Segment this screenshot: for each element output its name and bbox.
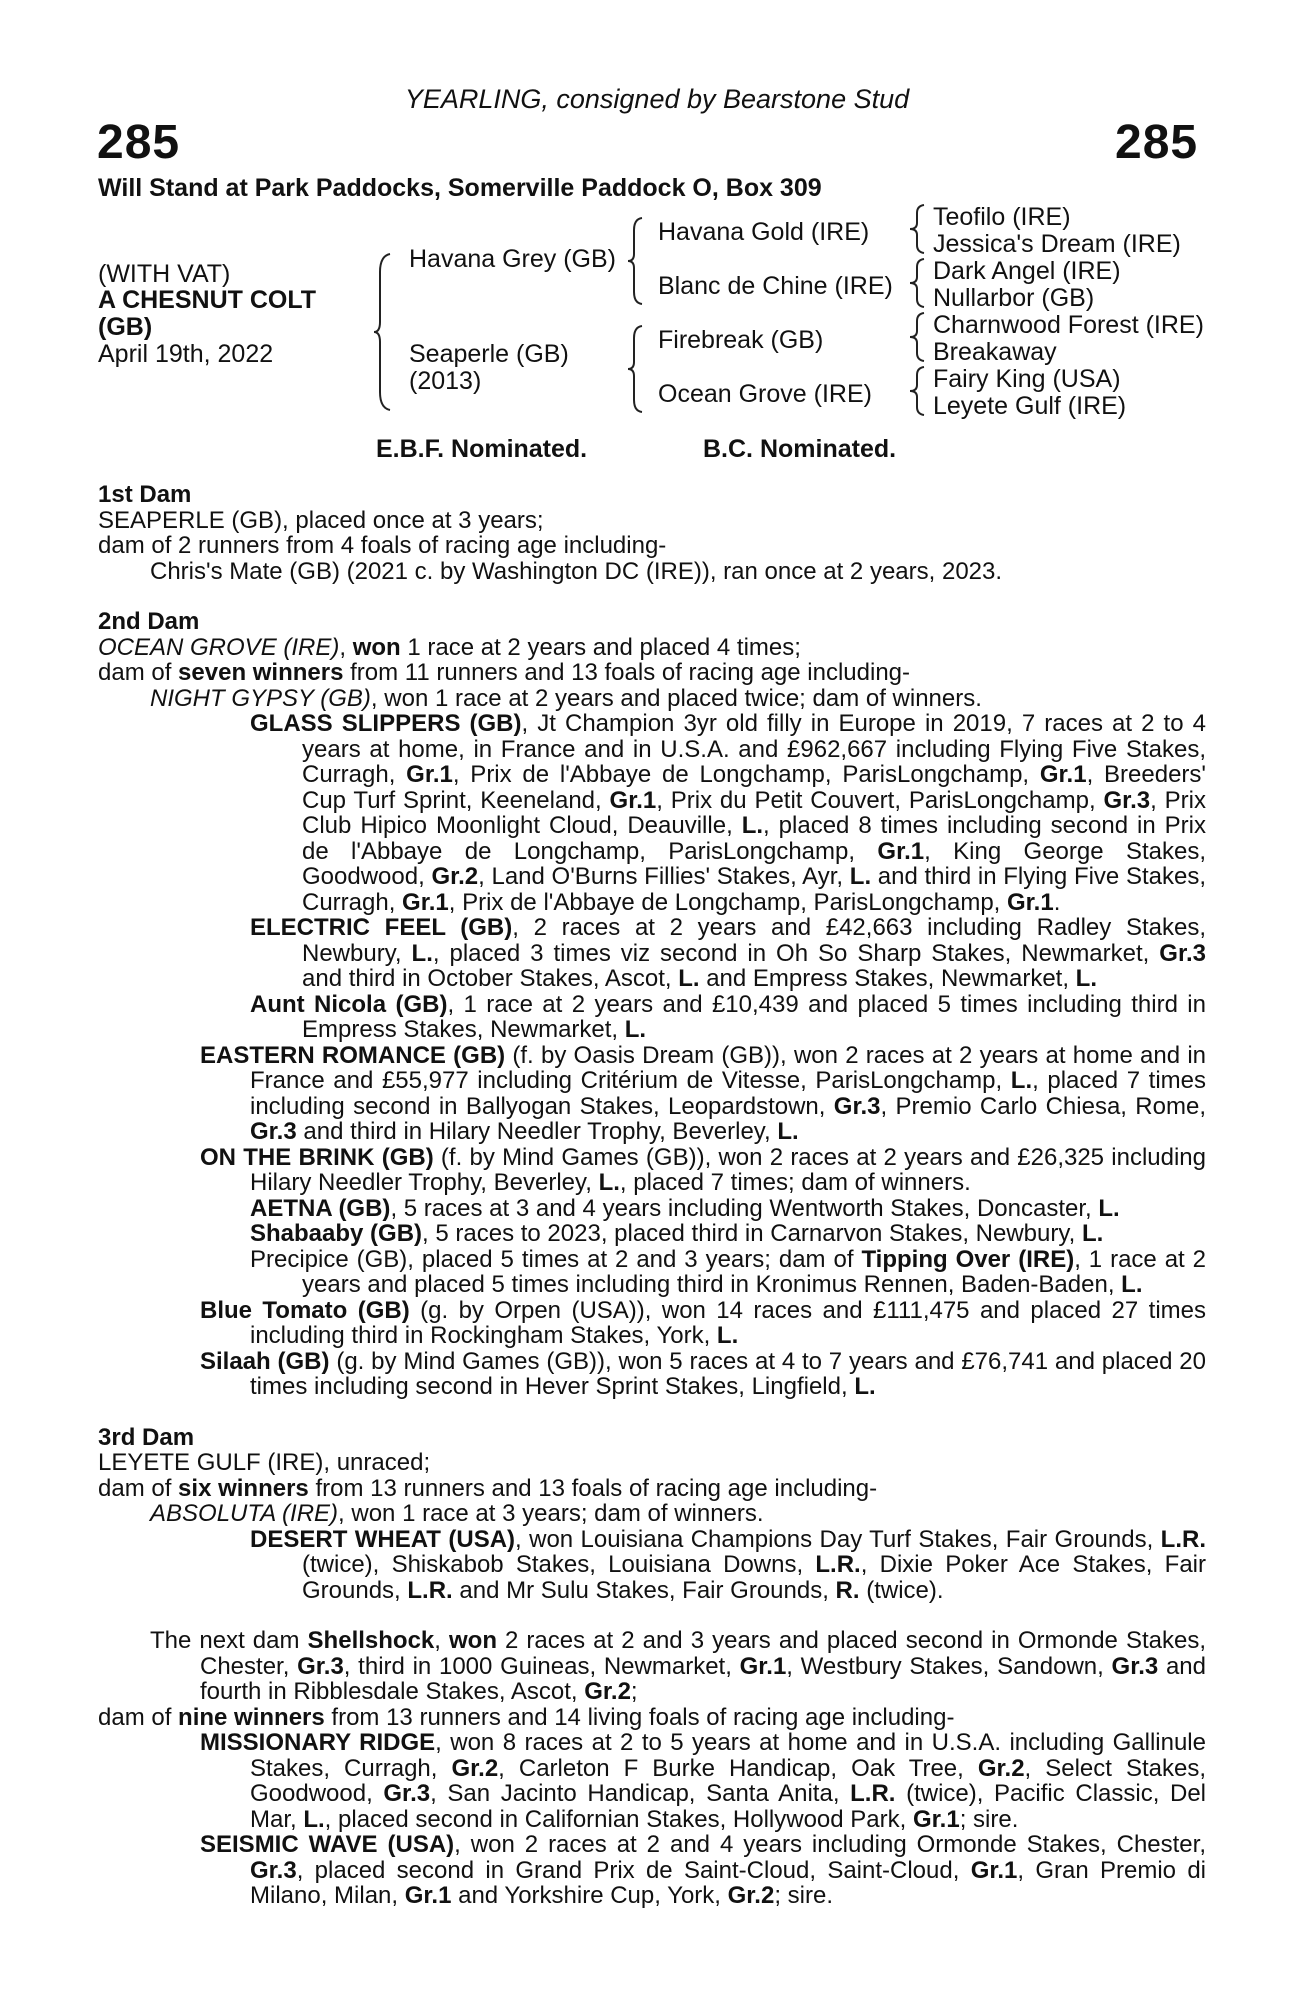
g3-ancestor-8: Leyete Gulf (IRE) bbox=[933, 392, 1127, 420]
on-the-brink-entry: ON THE BRINK (GB) (f. by Mind Games (GB)), won 2 races at 2 years and £26,325 including Hilary Needler Trophy, Beverley, L., placed 7 times; dam of winners. bbox=[200, 1143, 1206, 1196]
electric-feel-entry: ELECTRIC FEEL (GB), 2 races at 2 years and £42,663 including Radley Stakes, Newbury, L., placed 3 times viz second in Oh So Sharp Stakes, Newmarket, Gr.3 and third in October Stakes, Ascot, L. and Empress Stakes, Newmarket, L. bbox=[250, 914, 1206, 992]
g3-ancestor-6: Breakaway bbox=[933, 338, 1057, 366]
second-dam-name: OCEAN GROVE (IRE) bbox=[98, 633, 340, 661]
seismic-wave-entry: SEISMIC WAVE (USA), won 2 races at 2 and 4 years including Ormonde Stakes, Chester, Gr.3, placed second in Grand Prix de Saint-Cloud, Saint-Cloud, Gr.1, Gran Premio di Milano, Milan, Gr.1 and Yorkshire Cup, York, Gr.2; sire. bbox=[200, 1831, 1206, 1909]
g3-ancestor-7: Fairy King (USA) bbox=[933, 365, 1121, 393]
third-dam-produce-line: dam of six winners from 13 runners and 13 foals of racing age including- bbox=[98, 1474, 878, 1502]
lot-number-left: 285 bbox=[97, 116, 181, 169]
precipice-entry: Precipice (GB), placed 5 times at 2 and 3 years; dam of Tipping Over (IRE), 1 race at 2 years and placed 5 times including third in Kronimus Rennen, Baden-Baden, L. bbox=[250, 1245, 1206, 1298]
dam-foaling-year: (2013) bbox=[409, 367, 482, 395]
sire-name: Havana Grey (GB) bbox=[409, 245, 617, 273]
pedigree-brace-lot bbox=[372, 252, 394, 412]
first-dam-heading: 1st Dam bbox=[98, 481, 192, 508]
silaah-entry: Silaah (GB) (g. by Mind Games (GB)), won 5 races at 4 to 7 years and £76,741 and placed 20 times including second in Hever Sprint Stakes, Lingfield, L. bbox=[200, 1347, 1207, 1400]
lot-sex-line2: (GB) bbox=[98, 313, 153, 341]
night-gypsy-entry: NIGHT GYPSY (GB), won 1 race at 2 years and placed twice; dam of winners. bbox=[150, 684, 982, 712]
absoluta-entry: ABSOLUTA (IRE), won 1 race at 3 years; dam of winners. bbox=[150, 1500, 764, 1527]
first-dam-progeny: Chris's Mate (GB) (2021 c. by Washington DC (IRE)), ran once at 2 years, 2023. bbox=[150, 557, 1003, 585]
third-dam-heading: 3rd Dam bbox=[98, 1423, 195, 1451]
sire-dam: Blanc de Chine (IRE) bbox=[658, 272, 893, 300]
glass-slippers-entry: GLASS SLIPPERS (GB), Jt Champion 3yr old filly in Europe in 2019, 7 races at 2 to 4 years at home, in France and in U.S.A. and £962,667 including Flying Five Stakes, Curragh, Gr.1, Prix de l'Abbaye de Longchamp, ParisLongchamp, Gr.1, Breeders' Cup Turf Sprint, Keeneland, Gr.1, Prix du Petit Couvert, ParisLongchamp, Gr.3, Prix Club Hipico Moonlight Cloud, Deauville, L., placed 8 times including second in Prix de l'Abbaye de Longchamp, ParisLongchamp, Gr.1, King George Stakes, Goodwood, Gr.2, Land O'Burns Fillies' Stakes, Ayr, L. and third in Flying Five Stakes, Curragh, Gr.1, Prix de l'Abbaye de Longchamp, ParisLongchamp, Gr.1. bbox=[250, 710, 1206, 916]
second-dam-heading: 2nd Dam bbox=[98, 608, 200, 635]
pedigree-brace-g3-4 bbox=[908, 365, 928, 417]
g3-ancestor-3: Dark Angel (IRE) bbox=[933, 257, 1121, 285]
next-dam-produce-line: dam of nine winners from 13 runners and 14 living foals of racing age including- bbox=[98, 1703, 955, 1731]
pedigree-brace-g3-1 bbox=[908, 203, 928, 255]
stand-location: Will Stand at Park Paddocks, Somerville Paddock O, Box 309 bbox=[98, 174, 822, 202]
first-dam-produce-line: dam of 2 runners from 4 foals of racing age including- bbox=[98, 532, 667, 559]
catalogue-subtitle: YEARLING, consigned by Bearstone Stud bbox=[404, 84, 910, 114]
blue-tomato-entry: Blue Tomato (GB) (g. by Orpen (USA)), won 14 races and £111,475 and placed 27 times including third in Rockingham Stakes, York, L. bbox=[200, 1296, 1206, 1349]
pedigree-brace-sire bbox=[626, 216, 646, 306]
pedigree-brace-g3-3 bbox=[908, 311, 928, 363]
dam-name: Seaperle (GB) bbox=[409, 340, 569, 368]
sire-sire: Havana Gold (IRE) bbox=[658, 218, 870, 246]
second-dam-produce-line: dam of seven winners from 11 runners and 13 foals of racing age including- bbox=[98, 659, 911, 686]
third-dam-line: LEYETE GULF (IRE), unraced; bbox=[98, 1449, 431, 1476]
ebf-nomination: E.B.F. Nominated. bbox=[376, 435, 588, 463]
dam-sire: Firebreak (GB) bbox=[658, 326, 824, 354]
catalogue-body bbox=[98, 482, 1206, 1909]
g3-ancestor-2: Jessica's Dream (IRE) bbox=[933, 230, 1181, 258]
desert-wheat-entry: DESERT WHEAT (USA), won Louisiana Champions Day Turf Stakes, Fair Grounds, L.R. (twice), Shiskabob Stakes, Louisiana Downs, L.R., Dixie Poker Ace Stakes, Fair Grounds, L.R. and Mr Sulu Stakes, Fair Grounds, R. (twice). bbox=[250, 1525, 1206, 1604]
g3-ancestor-1: Teofilo (IRE) bbox=[933, 203, 1071, 231]
second-dam-line: OCEAN GROVE (IRE), won 1 race at 2 years and placed 4 times; bbox=[98, 633, 801, 661]
aetna-entry: AETNA (GB), 5 races at 3 and 4 years including Wentworth Stakes, Doncaster, L. bbox=[250, 1194, 1120, 1222]
eastern-romance-entry: EASTERN ROMANCE (GB) (f. by Oasis Dream (GB)), won 2 races at 2 years at home and in France and £55,977 including Critérium de Vitesse, ParisLongchamp, L., placed 7 times including second in Ballyogan Stakes, Leopardstown, Gr.3, Premio Carlo Chiesa, Rome, Gr.3 and third in Hilary Needler Trophy, Beverley, L. bbox=[200, 1041, 1207, 1145]
pedigree-brace-dam bbox=[626, 324, 646, 414]
missionary-ridge-entry: MISSIONARY RIDGE, won 8 races at 2 to 5 years at home and in U.S.A. including Gallinule Stakes, Curragh, Gr.2, Carleton F Burke Handicap, Oak Tree, Gr.2, Select Stakes, Goodwood, Gr.3, San Jacinto Handicap, Santa Anita, L.R. (twice), Pacific Classic, Del Mar, L., placed second in Californian Stakes, Hollywood Park, Gr.1; sire. bbox=[200, 1729, 1207, 1833]
lot-number-right: 285 bbox=[1115, 116, 1199, 169]
next-dam-line: The next dam Shellshock, won 2 races at 2 and 3 years and placed second in Ormonde Stakes, Chester, Gr.3, third in 1000 Guineas, Newmarket, Gr.1, Westbury Stakes, Sandown, Gr.3 and fourth in Ribblesdale Stakes, Ascot, Gr.2; bbox=[150, 1627, 1206, 1705]
aunt-nicola-entry: Aunt Nicola (GB), 1 race at 2 years and £10,439 and placed 5 times including third in Empress Stakes, Newmarket, L. bbox=[250, 990, 1206, 1043]
pedigree-brace-g3-2 bbox=[908, 257, 928, 309]
shabaaby-entry: Shabaaby (GB), 5 races to 2023, placed third in Carnarvon Stakes, Newbury, L. bbox=[250, 1220, 1104, 1247]
g3-ancestor-5: Charnwood Forest (IRE) bbox=[933, 311, 1204, 339]
dam-dam: Ocean Grove (IRE) bbox=[658, 380, 872, 408]
first-dam-line: SEAPERLE (GB), placed once at 3 years; bbox=[98, 506, 544, 534]
vat-note: (WITH VAT) bbox=[98, 260, 231, 288]
lot-sex-line1: A CHESNUT COLT bbox=[98, 286, 317, 314]
g3-ancestor-4: Nullarbor (GB) bbox=[933, 284, 1095, 312]
foaling-date: April 19th, 2022 bbox=[98, 340, 274, 368]
bc-nomination: B.C. Nominated. bbox=[703, 435, 897, 463]
